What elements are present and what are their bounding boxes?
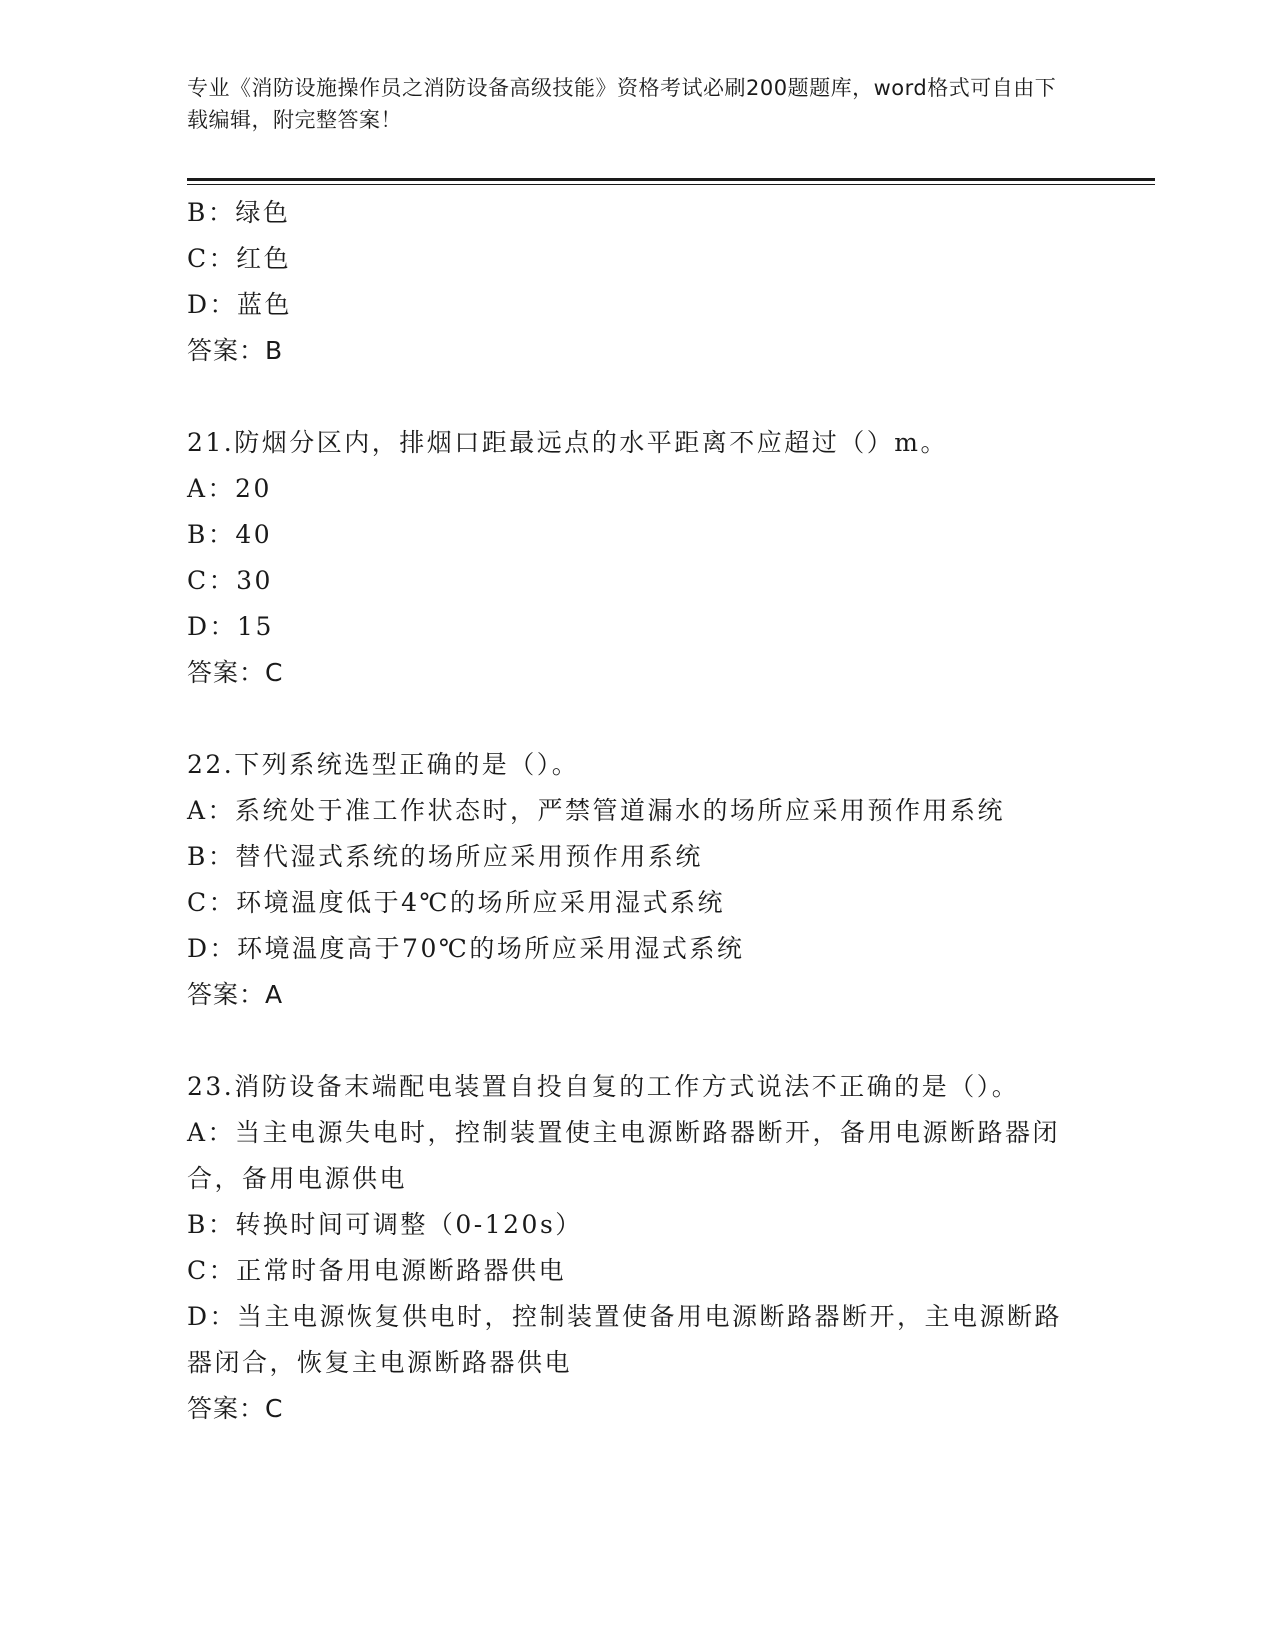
document-header-title: 专业《消防设施操作员之消防设备高级技能》资格考试必刷200题题库，word格式可自由下载编辑，附完整答案！: [187, 76, 1057, 132]
option-b: B：转换时间可调整（0-120s）: [187, 1210, 583, 1239]
question-stem: 22.下列系统选型正确的是（）。: [187, 750, 580, 779]
option-b: B：替代湿式系统的场所应采用预作用系统: [187, 842, 703, 871]
answer-line: 答案：C: [187, 658, 284, 687]
option-d: D：当主电源恢复供电时，控制装置使备用电源断路器断开，主电源断路器闭合，恢复主电源断路器供电: [187, 1302, 1063, 1377]
option-d: D：15: [187, 612, 274, 641]
answer-line: 答案：B: [187, 336, 284, 365]
option-a: A：系统处于准工作状态时，严禁管道漏水的场所应采用预作用系统: [187, 796, 1006, 825]
question-stem: 21.防烟分区内，排烟口距最远点的水平距离不应超过（）m。: [187, 428, 948, 457]
question-stem: 23.消防设备末端配电装置自投自复的工作方式说法不正确的是（）。: [187, 1072, 1020, 1101]
header-divider-thick: [187, 178, 1155, 181]
question-block-22: [187, 742, 1087, 1018]
option-a: A：当主电源失电时，控制装置使主电源断路器断开，备用电源断路器闭合，备用电源供电: [187, 1118, 1061, 1193]
option-c: C：正常时备用电源断路器供电: [187, 1256, 567, 1285]
option-c: C：30: [187, 566, 273, 595]
option-c: C：环境温度低于4℃的场所应采用湿式系统: [187, 888, 726, 917]
question-block-20: [187, 190, 1087, 374]
answer-line: 答案：C: [187, 1394, 284, 1423]
option-d: D：环境温度高于70℃的场所应采用湿式系统: [187, 934, 745, 963]
option-c: C：红色: [187, 244, 292, 273]
option-d: D：蓝色: [187, 290, 293, 319]
option-a: A：20: [187, 474, 272, 503]
spacer: [187, 696, 1087, 742]
question-list: [187, 190, 1087, 1432]
spacer: [187, 1018, 1087, 1064]
question-block-21: [187, 420, 1087, 696]
option-b: B：绿色: [187, 198, 291, 227]
answer-line: 答案：A: [187, 980, 284, 1009]
option-b: B：40: [187, 520, 273, 549]
spacer: [187, 374, 1087, 420]
header-divider-thin: [187, 184, 1155, 185]
question-block-23: [187, 1064, 1087, 1432]
